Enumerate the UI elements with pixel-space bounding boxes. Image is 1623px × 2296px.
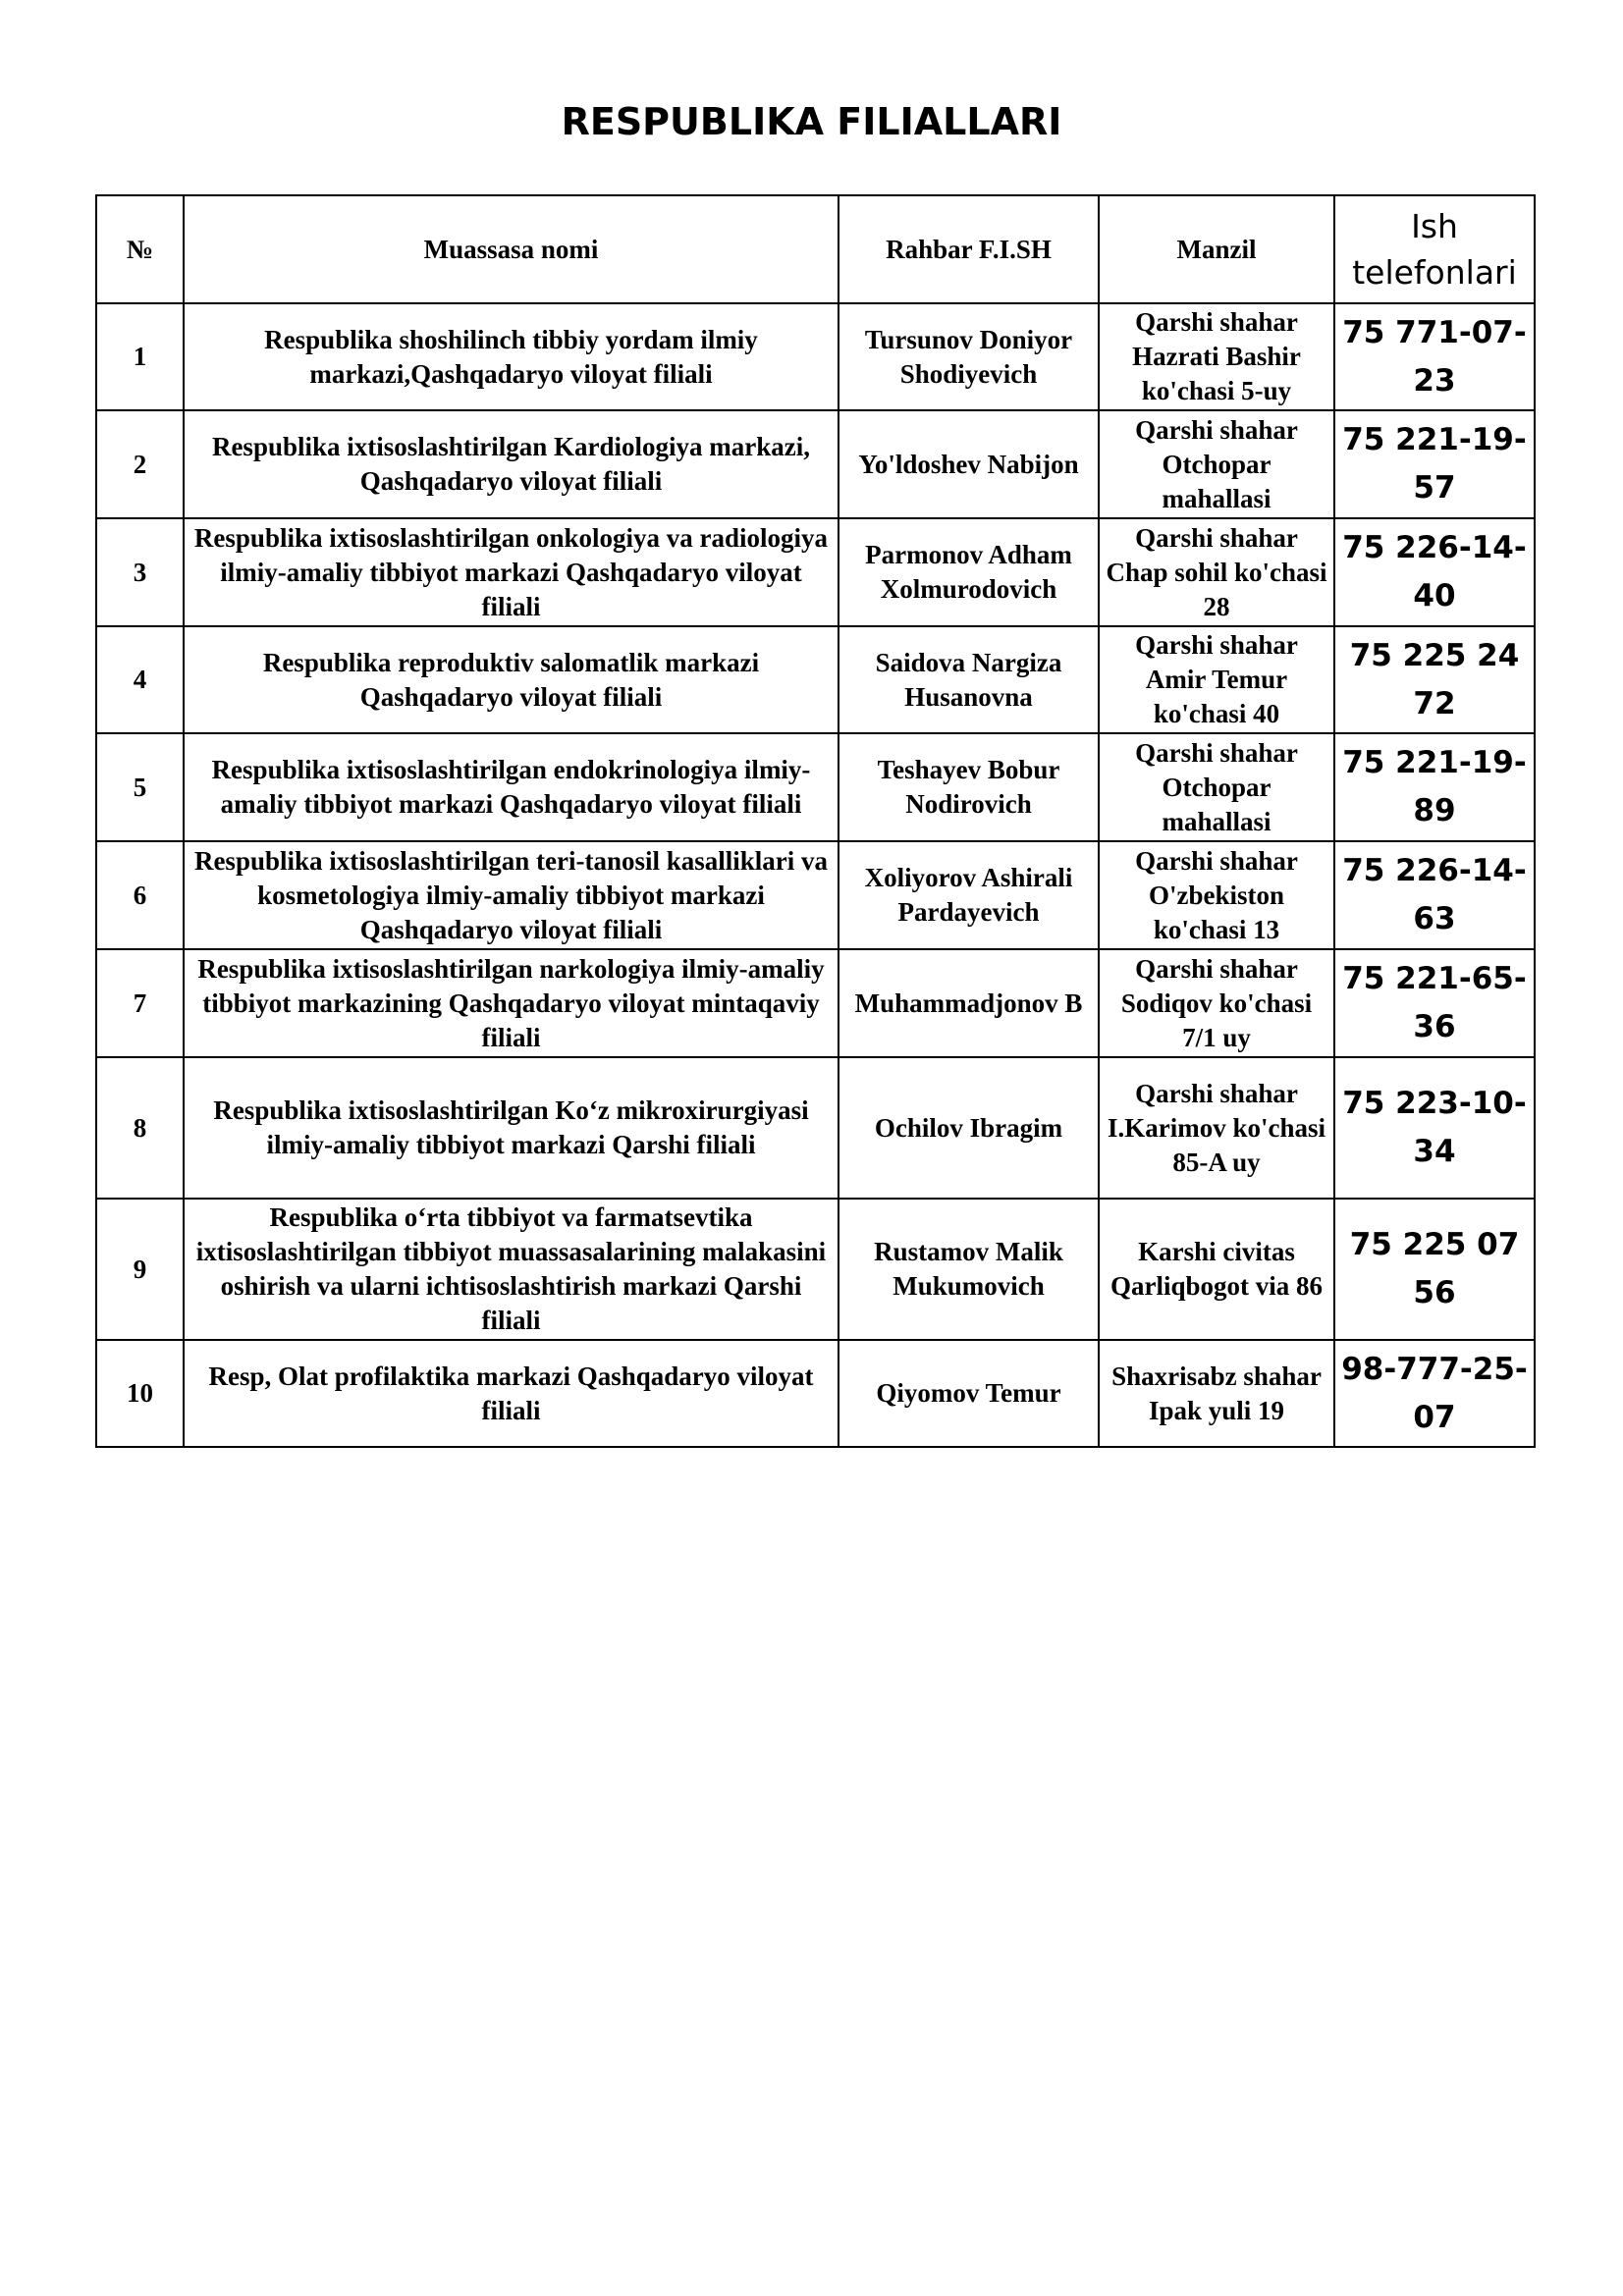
table-row [96,1340,1535,1447]
row-address: Qarshi shahar Sodiqov ko'chasi 7/1 uy [1099,949,1334,1057]
row-address: Qarshi shahar Chap sohil ko'chasi 28 [1099,518,1334,626]
row-address: Qarshi shahar Amir Temur ko'chasi 40 [1099,626,1334,733]
row-name: Respublika o‘rta tibbiyot va farmatsevtika ixtisoslashtirilgan tibbiyot muassasalarining malakasini oshirish va ularni ichtisoslashtirish markazi Qarshi filiali [184,1199,839,1340]
header-head: Rahbar F.I.SH [839,195,1099,303]
row-name: Respublika ixtisoslashtirilgan Kardiologiya markazi, Qashqadaryo viloyat filiali [184,410,839,518]
row-address: Karshi civitas Qarliqbogot via 86 [1099,1199,1334,1340]
row-name: Respublika ixtisoslashtirilgan narkologiya ilmiy-amaliy tibbiyot markazining Qashqadaryo viloyat mintaqaviy filiali [184,949,839,1057]
row-name: Respublika ixtisoslashtirilgan teri-tanosil kasalliklari va kosmetologiya ilmiy-amaliy tibbiyot markazi Qashqadaryo viloyat filiali [184,841,839,949]
row-num: 8 [96,1057,184,1199]
table-row [96,949,1535,1057]
table-row [96,303,1535,410]
row-phone: 75 223-10-34 [1334,1057,1535,1199]
row-head: Qiyomov Temur [839,1340,1099,1447]
header-num: № [96,195,184,303]
row-phone: 75 226-14-63 [1334,841,1535,949]
table-row [96,733,1535,841]
row-num: 2 [96,410,184,518]
table-row [96,841,1535,949]
row-name: Respublika reproduktiv salomatlik markazi Qashqadaryo viloyat filiali [184,626,839,733]
row-name: Resp, Olat profilaktika markazi Qashqadaryo viloyat filiali [184,1340,839,1447]
row-address: Qarshi shahar I.Karimov ko'chasi 85-A uy [1099,1057,1334,1199]
branches-table [95,194,1536,1448]
row-phone: 75 221-65-36 [1334,949,1535,1057]
row-phone: 75 226-14-40 [1334,518,1535,626]
row-phone: 75 225 07 56 [1334,1199,1535,1340]
row-name: Respublika shoshilinch tibbiy yordam ilmiy markazi,Qashqadaryo viloyat filiali [184,303,839,410]
table-row [96,410,1535,518]
row-head: Muhammadjonov B [839,949,1099,1057]
row-address: Qarshi shahar Otchopar mahallasi [1099,410,1334,518]
row-phone: 75 225 24 72 [1334,626,1535,733]
row-head: Rustamov Malik Mukumovich [839,1199,1099,1340]
row-name: Respublika ixtisoslashtirilgan Ko‘z mikroxirurgiyasi ilmiy-amaliy tibbiyot markazi Qarshi filiali [184,1057,839,1199]
table-row [96,1199,1535,1340]
row-head: Xoliyorov Ashirali Pardayevich [839,841,1099,949]
row-num: 7 [96,949,184,1057]
row-phone: 75 221-19-57 [1334,410,1535,518]
table-row [96,626,1535,733]
row-address: Qarshi shahar Otchopar mahallasi [1099,733,1334,841]
row-num: 3 [96,518,184,626]
row-num: 9 [96,1199,184,1340]
row-head: Teshayev Bobur Nodirovich [839,733,1099,841]
row-head: Yo'ldoshev Nabijon [839,410,1099,518]
row-num: 4 [96,626,184,733]
row-name: Respublika ixtisoslashtirilgan endokrinologiya ilmiy-amaliy tibbiyot markazi Qashqadaryo viloyat filiali [184,733,839,841]
row-head: Ochilov Ibragim [839,1057,1099,1199]
row-phone: 75 221-19-89 [1334,733,1535,841]
table-row [96,1057,1535,1199]
header-phone: Ish telefonlari [1334,195,1535,303]
row-num: 5 [96,733,184,841]
header-address: Manzil [1099,195,1334,303]
table-header-row [96,195,1535,303]
table-row [96,518,1535,626]
row-head: Saidova Nargiza Husanovna [839,626,1099,733]
page-title: RESPUBLIKA FILIALLARI [561,100,1062,143]
row-name: Respublika ixtisoslashtirilgan onkologiya va radiologiya ilmiy-amaliy tibbiyot markazi Qashqadaryo viloyat filiali [184,518,839,626]
header-name: Muassasa nomi [184,195,839,303]
row-address: Shaxrisabz shahar Ipak yuli 19 [1099,1340,1334,1447]
row-address: Qarshi shahar O'zbekiston ko'chasi 13 [1099,841,1334,949]
row-num: 6 [96,841,184,949]
row-address: Qarshi shahar Hazrati Bashir ko'chasi 5-uy [1099,303,1334,410]
row-phone: 75 771-07-23 [1334,303,1535,410]
row-phone: 98-777-25-07 [1334,1340,1535,1447]
row-head: Parmonov Adham Xolmurodovich [839,518,1099,626]
row-head: Tursunov Doniyor Shodiyevich [839,303,1099,410]
row-num: 10 [96,1340,184,1447]
row-num: 1 [96,303,184,410]
